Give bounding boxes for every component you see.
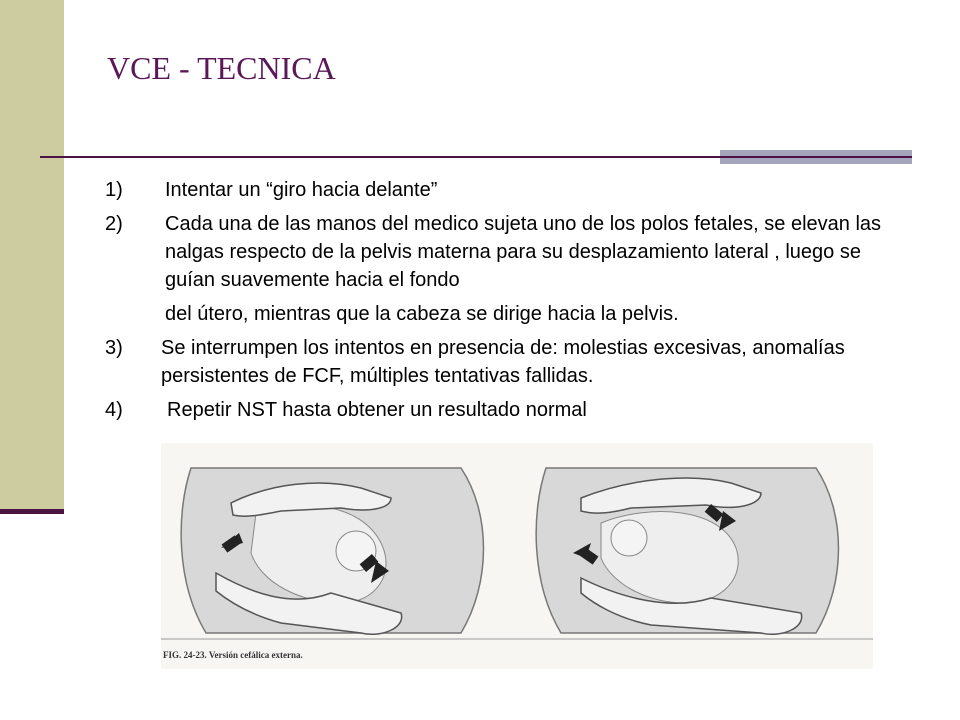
title-divider-accent-line — [720, 156, 912, 158]
step-list — [105, 176, 915, 430]
list-item — [105, 334, 915, 390]
right-panel — [536, 468, 838, 634]
sidebar-accent-bar — [0, 509, 64, 514]
version-cefalica-figure — [161, 443, 873, 669]
list-item — [105, 210, 915, 328]
sidebar-strip — [0, 0, 64, 512]
left-panel — [181, 468, 483, 634]
illustration — [161, 443, 873, 669]
item-number: 3) — [105, 337, 123, 359]
list-item — [105, 396, 915, 424]
item-number: 2) — [105, 213, 123, 235]
figure-caption: FIG. 24-23. Versión cefálica externa. — [163, 650, 303, 660]
item-number: 4) — [105, 399, 123, 421]
item-text: Se interrumpen los intentos en presencia de: molestias excesivas, anomalías persistentes de FCF, múltiples tentativas fallidas. — [161, 337, 845, 387]
list-item — [105, 176, 915, 204]
item-text: Intentar un “giro hacia delante” — [165, 179, 438, 201]
item-text: Cada una de las manos del medico sujeta uno de los polos fetales, se elevan las nalgas respecto de la pelvis materna para su desplazamiento lateral , luego se guían suavemente hacia el fondo — [165, 213, 882, 291]
item-text: Repetir NST hasta obtener un resultado normal — [167, 399, 587, 421]
item-number: 1) — [105, 179, 123, 201]
slide-title: VCE - TECNICA — [107, 50, 336, 86]
item-text-continuation: del útero, mientras que la cabeza se dirige hacia la pelvis. — [165, 303, 679, 325]
